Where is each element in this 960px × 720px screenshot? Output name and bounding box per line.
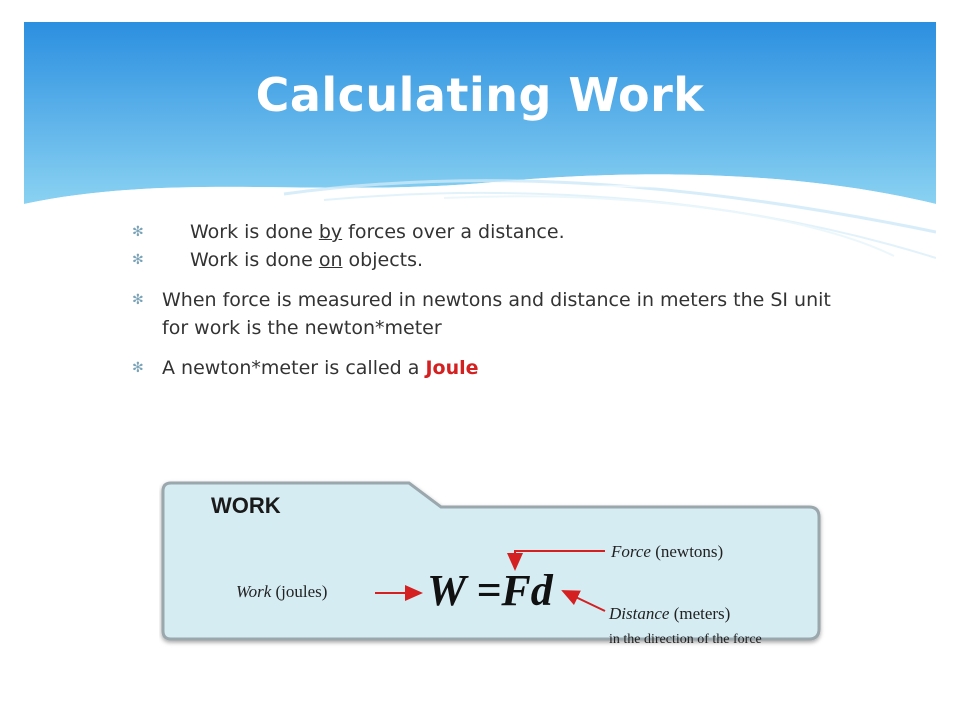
bullet-text-part: forces over a distance. xyxy=(342,221,565,243)
bullet-text-part: Work is done xyxy=(190,221,319,243)
bullet-text xyxy=(162,354,852,382)
bullet-item xyxy=(132,354,852,382)
bullet-star-icon: ✻ xyxy=(132,292,144,308)
bullet-text: When force is measured in newtons and distance in meters the SI unit for work is the newton*meter xyxy=(162,289,831,339)
slide xyxy=(24,22,936,700)
bullet-emphasis: on xyxy=(318,249,343,271)
work-label-rest: (joules) xyxy=(271,582,328,601)
work-label xyxy=(236,582,327,601)
bullet-text-part: objects. xyxy=(342,249,424,271)
bullet-star-icon: ✻ xyxy=(132,252,144,268)
force-label-rest: (newtons) xyxy=(650,542,724,561)
force-label-italic: Force xyxy=(611,542,651,561)
bullet-text-part: Work is done xyxy=(190,249,319,271)
work-label-italic: Work xyxy=(236,582,272,601)
distance-label-italic: Distance xyxy=(609,604,670,623)
bullet-list xyxy=(132,218,852,382)
joule-highlight: Joule xyxy=(425,357,479,379)
formula-card xyxy=(159,477,829,652)
distance-label-rest: (meters) xyxy=(669,604,731,623)
distance-note: in the direction of the force xyxy=(609,632,762,647)
work-formula-figure xyxy=(159,477,829,652)
bullet-text-part: A newton*meter is called a xyxy=(162,357,426,379)
bullet-item xyxy=(132,286,852,342)
figure-heading: WORK xyxy=(211,493,281,518)
page-title: Calculating Work xyxy=(255,68,705,122)
distance-label xyxy=(608,604,730,623)
bullet-item xyxy=(132,246,852,274)
bullet-emphasis: by xyxy=(318,221,343,243)
bullet-star-icon: ✻ xyxy=(132,360,144,376)
work-formula: W =Fd xyxy=(427,566,553,615)
bullet-text xyxy=(190,246,852,274)
force-label xyxy=(610,542,723,561)
bullet-text xyxy=(190,218,852,246)
bullet-star-icon: ✻ xyxy=(132,224,144,240)
bullet-item xyxy=(132,218,852,246)
